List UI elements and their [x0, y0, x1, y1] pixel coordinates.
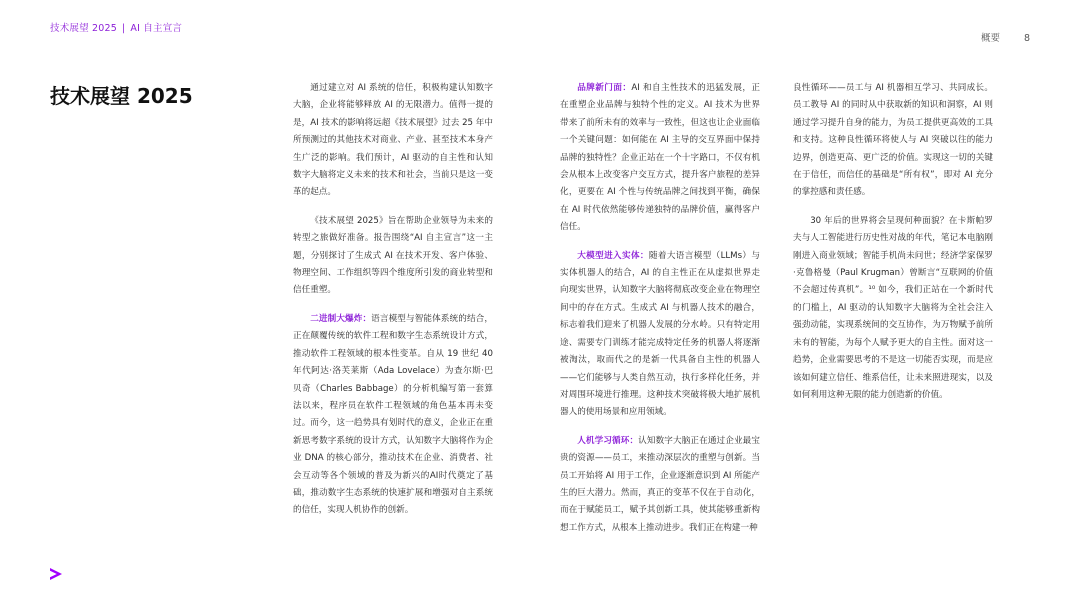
paragraph: 30 年后的世界将会呈现何种面貌？在卡斯帕罗夫与人工智能进行历史性对战的年代，笔记本电脑刚刚进入商业领域；智能手机尚未问世；经济学家保罗·克鲁格曼（Paul Krugman）曾断言“互联网的价值不会超过传真机”。¹⁰ 如今，我们正站在一个新时代的门槛上，AI 驱动的认知数字大脑将为全社会注入强劲动能，实现系统间的交互协作，为万物赋予前所未有的智能，为每个人赋予更大的自主性。面对这一趋势，企业需要思考的不是这一切能否实现，而是应该如何建立信任、维系信任，让未来照进现实，以及如何利用这种无限的能力创造新的价值。 — [793, 215, 993, 400]
keyword-brand-facade: 品牌新门面： — [577, 83, 632, 93]
paragraph: 《技术展望 2025》旨在帮助企业领导为未来的转型之旅做好准备。报告围绕“AI 自主宣言”这一主题，分别探讨了生成式 AI 在技术开发、客户体验、物理空间、工作组织等四个维度所引发的商业转型和信任重塑。 — [293, 215, 493, 296]
page-title: 技术展望 2025 — [50, 84, 193, 108]
section-name: AI 自主宣言 — [130, 23, 183, 34]
paragraph — [560, 248, 760, 422]
paragraph — [293, 311, 493, 520]
text-column-2 — [560, 80, 760, 548]
paragraph-body: AI 和自主性技术的迅猛发展，正在重塑企业品牌与独特个性的定义。AI 技术为世界带来了前所未有的效率与一致性，但这也让企业面临一个关键问题：如何能在 AI 主导的交互界面中保持品牌的独特性？企业正站在一个十字路口，不仅有机会从根本上改变客户交互方式，提升客户旅程的差异化，更要在 AI 个性与传统品牌之间找到平衡，确保在 AI 时代依然能够传递独特的品牌价值，赢得客户信任。 — [560, 83, 760, 233]
text-column-3 — [793, 80, 993, 415]
page-indicator — [981, 30, 1030, 44]
brand-chevron-icon — [48, 566, 64, 582]
text-column-1 — [293, 80, 493, 531]
running-header — [50, 20, 182, 34]
paragraph — [560, 80, 760, 237]
paragraph-body: 语言模型与智能体系统的结合，正在颠覆传统的软件工程和数字生态系统设计方式，推动软件工程领域的根本性变革。自从 19 世纪 40 年代阿达·洛芙莱斯（Ada Lovelace）为查尔斯·巴贝奇（Charles Babbage）的分析机编写第一套算法以来，程序员在软件工程领域的角色基本再未变过。而今，这一趋势具有划时代的意义，企业正在重新思考数字系统的设计方式，认知数字大脑将作为企业 DNA 的核心部分，推动技术在企业、消费者、社会互动等各个领域的普及为新兴的AI时代奠定了基础，推动数字生态系统的快速扩展和增强对自主系统的信任，实现人机协作的创新。 — [293, 313, 493, 516]
page-number: 8 — [1023, 33, 1030, 44]
paragraph-body: 随着大语言模型（LLMs）与实体机器人的结合，AI 的自主性正在从虚拟世界走向现实世界，认知数字大脑将彻底改变企业在物理空间中的存在方式。生成式 AI 与机器人技术的融合，标志着我们迎来了机器人发展的分水岭。只有特定用途、需要专门训练才能完成特定任务的机器人将逐渐被淘汰，取而代之的是新一代具备自主性的机器人——它们能够与人类自然互动，执行多样化任务，并对周围环境进行推理。这种技术突破将极大地扩展机器人的使用场景和应用领域。 — [560, 250, 760, 418]
keyword-learning-loop: 人机学习循环： — [577, 435, 639, 446]
header-separator: | — [122, 23, 126, 34]
keyword-binary-bang: 二进制大爆炸： — [310, 313, 372, 324]
keyword-llm-physical: 大模型进入实体： — [577, 250, 649, 261]
chapter-label: 概要 — [980, 33, 1000, 44]
paragraph: 良性循环——员工与 AI 机器相互学习、共同成长。员工教导 AI 的同时从中获取新的知识和洞察，AI 则通过学习提升自身的能力，为员工提供更高效的工具和支持。这种良性循环将使人与 AI 突破以往的能力边界，创造更高、更广泛的价值。实现这一切的关键在于信任，而信任的基础是“所有权”，即对 AI 充分的掌控感和责任感。 — [793, 83, 993, 198]
paragraph-body: 认知数字大脑正在通过企业最宝贵的资源——员工，来推动深层次的重塑与创新。当员工开始将 AI 用于工作，企业逐渐意识到 AI 所能产生的巨大潜力。然而，真正的变革不仅在于自动化，而在于赋能员工，赋予其创新工具，使其能够重新构想工作方式，从根本上推动进步。我们正在构建一种 — [560, 435, 760, 533]
paragraph: 通过建立对 AI 系统的信任，积极构建认知数字大脑，企业将能够释放 AI 的无限潜力。值得一提的是，AI 技术的影响将远超《技术展望》过去 25 年中所预测过的其他技术对商业、产业、甚至技术本身产生广泛的影响。我们预计，AI 驱动的自主性和认知数字大脑将定义未来的技术和社会，当前只是这一变革的起点。 — [293, 83, 493, 198]
report-name: 技术展望 2025 — [50, 23, 117, 34]
paragraph — [560, 433, 760, 537]
